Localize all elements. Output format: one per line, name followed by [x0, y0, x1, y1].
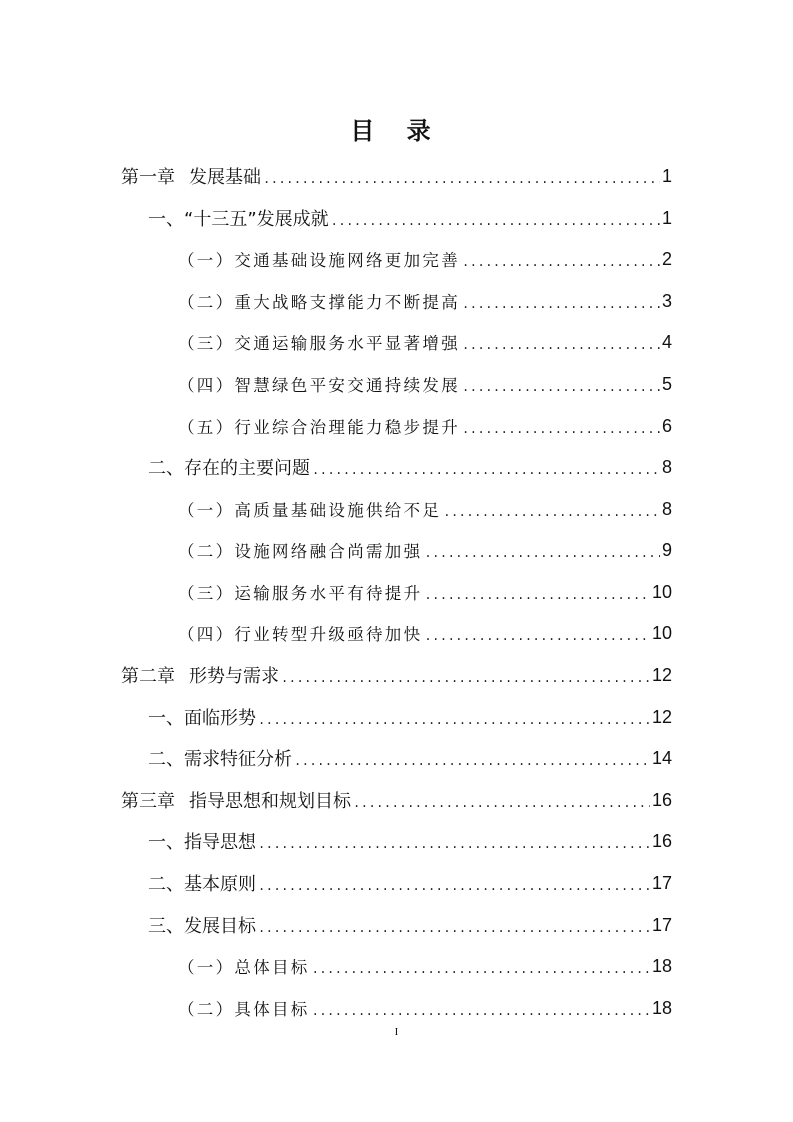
toc-page-number: 10 [651, 581, 672, 602]
dot-leader [312, 956, 650, 976]
toc-entry-label: （四） [178, 625, 235, 644]
toc-entry-label: 二、 [148, 458, 184, 479]
toc-entry-section[interactable] [148, 821, 672, 861]
toc-entry-label: （三） [178, 584, 235, 603]
toc-entry-label: 第三章 [121, 791, 175, 812]
toc-entry-subsection[interactable] [178, 322, 672, 362]
toc-entry-title: 基本原则 [184, 874, 256, 895]
toc-title: 目 录 [350, 116, 443, 145]
toc-entry-title: 面临形势 [184, 708, 256, 729]
toc-entry-label: 第二章 [121, 666, 175, 687]
toc-page-number: 12 [651, 664, 672, 685]
dot-leader [258, 873, 650, 893]
toc-entry-title: 运输服务水平有待提升 [234, 584, 423, 603]
dot-leader [294, 748, 650, 768]
toc-entry-section[interactable] [148, 863, 672, 903]
toc-entry-title: 重大战略支撑能力不断提高 [234, 293, 461, 312]
toc-entry-label: （二） [178, 542, 235, 561]
dot-leader [424, 623, 650, 643]
toc-entry-label: 二、 [148, 749, 184, 770]
dot-leader [424, 582, 650, 602]
toc-entry-title: 智慧绿色平安交通持续发展 [234, 376, 461, 395]
toc-page-number: 3 [661, 290, 672, 311]
toc-page-number: 17 [651, 914, 672, 935]
dot-leader [258, 915, 650, 935]
toc-entry-chapter-2[interactable] [121, 655, 672, 695]
toc-page-number: 16 [651, 789, 672, 810]
toc-entry-title: 行业转型升级亟待加快 [234, 625, 423, 644]
dot-leader [462, 374, 660, 394]
toc-page-number: 2 [661, 248, 672, 269]
toc-entry-label: 一、 [148, 209, 184, 230]
toc-entry-title: 交通基础设施网络更加完善 [234, 251, 461, 270]
toc-page-number: 18 [651, 997, 672, 1018]
toc-entry-subsection[interactable] [178, 406, 672, 446]
toc-page-number: 10 [651, 622, 672, 643]
toc-entry-title: 交通运输服务水平显著增强 [234, 334, 461, 353]
toc-page-number: 1 [661, 165, 672, 186]
toc-entry-subsection[interactable] [178, 489, 672, 529]
dot-leader [258, 831, 650, 851]
toc-entry-label: （一） [178, 501, 235, 520]
toc-entry-label: 三、 [148, 916, 184, 937]
dot-leader [462, 249, 660, 269]
toc-entry-subsection[interactable] [178, 239, 672, 279]
toc-page-number: 4 [661, 331, 672, 352]
dot-leader [424, 540, 660, 560]
toc-entry-section[interactable] [148, 198, 672, 238]
toc-entry-title: 形势与需求 [189, 666, 279, 687]
toc-page-number: 18 [651, 955, 672, 976]
toc-entry-chapter-1[interactable] [121, 156, 672, 196]
toc-entry-label: （四） [178, 376, 235, 395]
toc-entry-title: 存在的主要问题 [184, 458, 310, 479]
footer-page-number: I [394, 1026, 399, 1038]
toc-entry-subsection[interactable] [178, 572, 672, 612]
toc-page-number: 5 [661, 373, 672, 394]
toc-page-number: 9 [661, 539, 672, 560]
toc-entry-subsection[interactable] [178, 364, 672, 404]
toc-entry-label: （二） [178, 1000, 235, 1019]
toc-page-number: 16 [651, 830, 672, 851]
toc-entry-title: 需求特征分析 [184, 749, 292, 770]
toc-entry-label: 第一章 [121, 167, 175, 188]
toc-entry-title: 发展目标 [184, 916, 256, 937]
toc-entry-title: 具体目标 [234, 1000, 310, 1019]
toc-entry-label: （二） [178, 293, 235, 312]
toc-entry-label: （一） [178, 251, 235, 270]
dot-leader [263, 166, 660, 186]
toc-page-number: 12 [651, 706, 672, 727]
dot-leader [443, 499, 660, 519]
dot-leader [353, 790, 650, 810]
toc-entry-subsection[interactable] [178, 946, 672, 986]
toc-entry-title: 高质量基础设施供给不足 [234, 501, 442, 520]
toc-entry-subsection[interactable] [178, 988, 672, 1028]
dot-leader [462, 332, 660, 352]
toc-entry-subsection[interactable] [178, 613, 672, 653]
toc-entry-title: 指导思想和规划目标 [189, 791, 351, 812]
toc-entry-label: （五） [178, 418, 235, 437]
toc-entry-title: 总体目标 [234, 958, 310, 977]
toc-entry-section[interactable] [148, 738, 672, 778]
toc-entry-title: 设施网络融合尚需加强 [234, 542, 423, 561]
toc-entry-label: （一） [178, 958, 235, 977]
dot-leader [312, 998, 650, 1018]
toc-entry-section[interactable] [148, 697, 672, 737]
toc-page-number: 17 [651, 872, 672, 893]
toc-entry-label: 二、 [148, 874, 184, 895]
toc-page-number: 1 [661, 207, 672, 228]
toc-entry-title: 指导思想 [184, 832, 256, 853]
dot-leader [281, 665, 650, 685]
dot-leader [462, 416, 660, 436]
toc-entry-title: “十三五”发展成就 [184, 209, 329, 230]
toc-entry-section[interactable] [148, 447, 672, 487]
toc-entry-subsection[interactable] [178, 530, 672, 570]
dot-leader [462, 291, 660, 311]
toc-entry-label: 一、 [148, 708, 184, 729]
toc-entry-title: 行业综合治理能力稳步提升 [234, 418, 461, 437]
toc-entry-section[interactable] [148, 905, 672, 945]
toc-page-number: 14 [651, 747, 672, 768]
toc-page-number: 8 [661, 498, 672, 519]
toc-entry-chapter-3[interactable] [121, 780, 672, 820]
toc-page-number: 8 [661, 456, 672, 477]
dot-leader [331, 208, 660, 228]
dot-leader [258, 707, 650, 727]
toc-entry-title: 发展基础 [189, 167, 261, 188]
toc-page-number: 6 [661, 415, 672, 436]
toc-entry-label: 一、 [148, 832, 184, 853]
toc-entry-label: （三） [178, 334, 235, 353]
toc-entry-subsection[interactable] [178, 281, 672, 321]
dot-leader [312, 457, 660, 477]
